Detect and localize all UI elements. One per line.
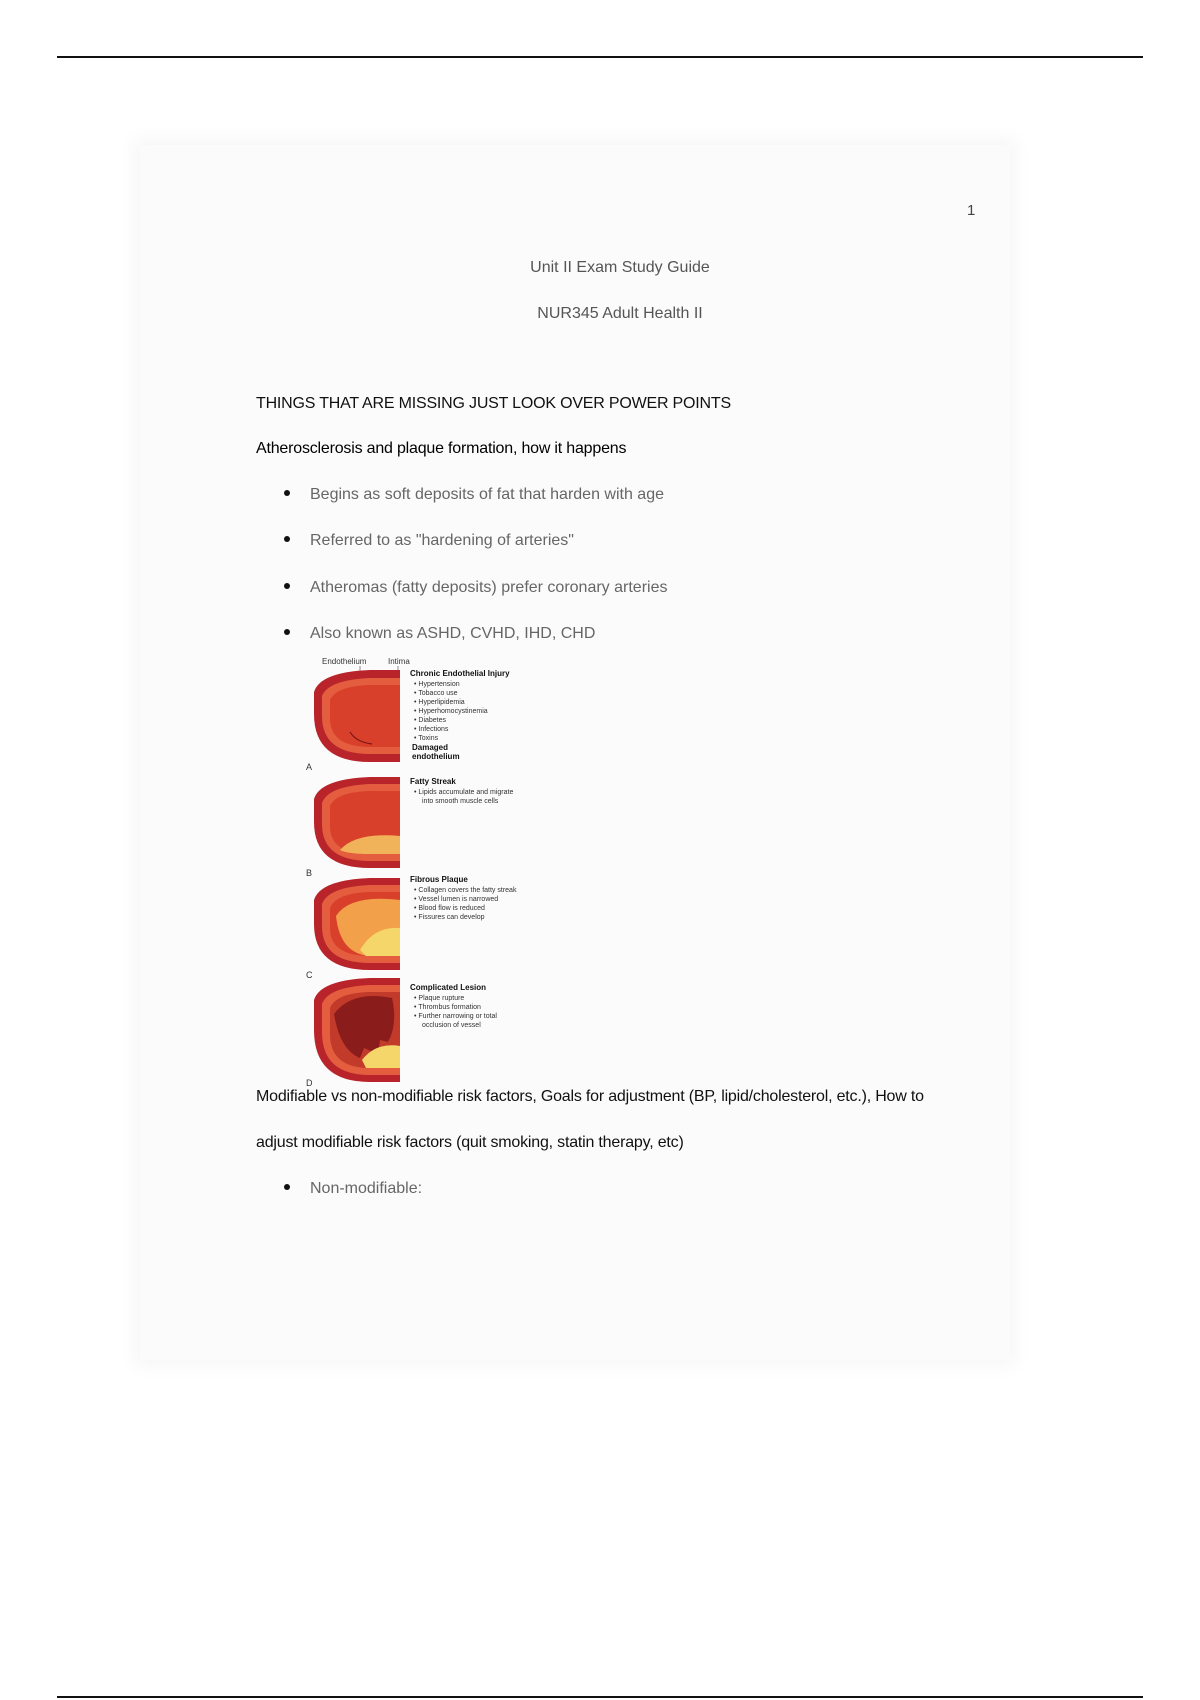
vessel-stage-a <box>314 670 400 762</box>
section-heading-atherosclerosis: Atherosclerosis and plaque formation, how it happens <box>256 440 627 457</box>
stage-c-item: • Fissures can develop <box>414 914 485 921</box>
document-page <box>140 145 1010 1360</box>
section-heading-risk-factors: Modifiable vs non-modifiable risk factors, Goals for adjustment (BP, lipid/cholesterol, etc.), How to <box>256 1088 924 1105</box>
stage-a-item: • Tobacco use <box>414 690 458 697</box>
vessel-stage-c <box>314 878 400 970</box>
stage-title-d: Complicated Lesion <box>410 983 487 992</box>
stage-a-item: • Hypertension <box>414 681 460 688</box>
course-name: NUR345 Adult Health II <box>537 305 703 322</box>
stage-a-item: • Hyperhomocystinemia <box>414 708 488 715</box>
document-title: Unit II Exam Study Guide <box>530 259 710 276</box>
list-item: Non-modifiable: <box>284 1180 422 1198</box>
stage-a-item: • Infections <box>414 726 449 733</box>
page-number: 1 <box>967 202 976 219</box>
stage-d-item: • Plaque rupture <box>414 995 465 1002</box>
stage-a-damaged-label: endothelium <box>412 752 460 761</box>
stage-title-a: Chronic Endothelial Injury <box>410 669 510 678</box>
stage-c-item: • Collagen covers the fatty streak <box>414 887 517 894</box>
stage-title-c: Fibrous Plaque <box>410 875 468 884</box>
stage-d-item: • Thrombus formation <box>414 1004 481 1011</box>
list-item: Atheromas (fatty deposits) prefer coronary arteries <box>284 579 667 597</box>
list-item: Also known as ASHD, CVHD, IHD, CHD <box>284 625 595 643</box>
top-divider <box>57 56 1143 58</box>
bullet-icon <box>284 536 290 542</box>
stage-a-item: • Diabetes <box>414 717 447 724</box>
stage-a-damaged-label: Damaged <box>412 743 449 752</box>
figure-label-endothelium: Endothelium <box>322 657 367 666</box>
stage-d-item: occlusion of vessel <box>422 1022 481 1029</box>
stage-c-item: • Vessel lumen is narrowed <box>414 896 499 903</box>
list-item: Begins as soft deposits of fat that harden with age <box>284 486 664 504</box>
bullet-icon <box>284 1184 290 1190</box>
stage-letter-d: D <box>306 1078 313 1088</box>
list-item: Referred to as "hardening of arteries" <box>284 532 574 550</box>
section-heading-risk-factors-cont: adjust modifiable risk factors (quit smoking, statin therapy, etc) <box>256 1134 684 1151</box>
stage-letter-a: A <box>306 762 313 772</box>
stage-a-item: • Hyperlipidemia <box>414 699 465 706</box>
stage-d-item: • Further narrowing or total <box>414 1013 497 1020</box>
bullet-icon <box>284 629 290 635</box>
stage-letter-b: B <box>306 868 313 878</box>
stage-title-b: Fatty Streak <box>410 777 456 786</box>
bullet-icon <box>284 583 290 589</box>
vessel-stage-b <box>314 777 400 868</box>
figure-label-intima: Intima <box>388 657 410 666</box>
atherosclerosis-stages-figure <box>300 654 570 1090</box>
bottom-divider <box>57 1696 1143 1698</box>
bullet-icon <box>284 490 290 496</box>
stage-b-item: into smooth muscle cells <box>422 798 499 805</box>
stage-a-item: • Toxins <box>414 735 439 742</box>
stage-letter-c: C <box>306 970 313 980</box>
notice-heading: THINGS THAT ARE MISSING JUST LOOK OVER POWER POINTS <box>256 395 731 412</box>
vessel-stage-d <box>314 978 400 1082</box>
stage-b-item: • Lipids accumulate and migrate <box>414 789 514 796</box>
stage-c-item: • Blood flow is reduced <box>414 905 485 912</box>
